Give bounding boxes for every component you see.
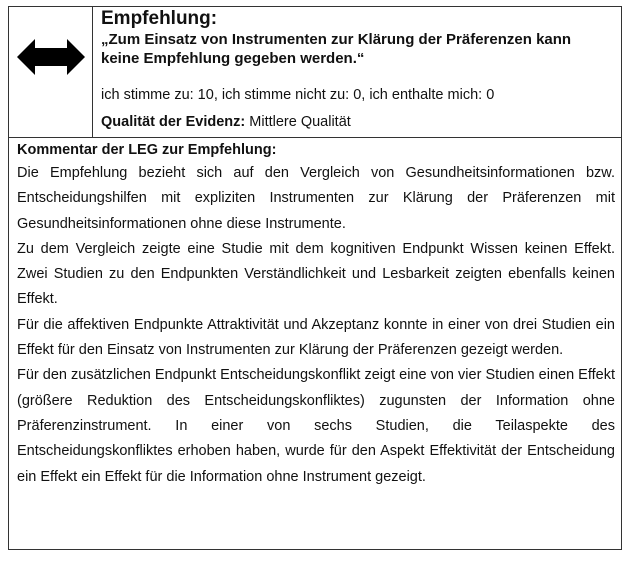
comment-paragraph-1: Die Empfehlung bezieht sich auf den Vergleich von Gesundheitsinformationen bzw. Entscheidungshilfen mit expliziten Instrumenten zur Klärung der Präferenzen mit Gesundheitsinformationen ohne diese Instrumente. <box>17 165 615 232</box>
recommendation-heading: Empfehlung: <box>101 8 218 29</box>
recommendation-header <box>9 7 621 138</box>
double-arrow-icon <box>17 39 85 75</box>
evidence-label: Qualität der Evidenz: <box>101 114 246 130</box>
recommendation-box <box>8 6 622 550</box>
comment-section <box>17 139 615 490</box>
comment-paragraph-2: Zu dem Vergleich zeigte eine Studie mit dem kognitiven Endpunkt Wissen keinen Effekt. Zwei Studien zu den Endpunkten Verständlichkeit und Lesbarkeit zeigten ebenfalls keinen Effekt. <box>17 240 615 308</box>
icon-cell <box>9 7 93 137</box>
vote-result: ich stimme zu: 10, ich stimme nicht zu: 0, ich enthalte mich: 0 <box>101 87 495 103</box>
evidence-quality <box>101 113 351 132</box>
comment-paragraph-3: Für die affektiven Endpunkte Attraktivität und Akzeptanz konnte in einer von drei Studien ein Effekt für den Einsatz von Instrumenten zur Klärung der Präferenzen gezeigt werden. <box>17 316 615 359</box>
comment-title: Kommentar der LEG zur Empfehlung: <box>17 142 277 158</box>
recommendation-text: „Zum Einsatz von Instrumenten zur Klärung der Präferenzen kann keine Empfehlung gegeben werden.“ <box>101 31 572 67</box>
recommendation-cell <box>101 7 613 137</box>
evidence-value: Mittlere Qualität <box>249 114 351 130</box>
comment-paragraph-4: Für den zusätzlichen Endpunkt Entscheidungskonflikt zeigt eine von vier Studien einen Effekt (größere Reduktion des Entscheidungskonfliktes) zugunsten der Information ohne Präferenzinstrument. In einer von sechs Studien, die Teilaspekte des Entscheidungskonfliktes erhoben haben, wurde für den Aspekt Effektivität der Entscheidung ein Effekt ein Effekt für die Information ohne Instrument gezeigt. <box>17 367 615 485</box>
